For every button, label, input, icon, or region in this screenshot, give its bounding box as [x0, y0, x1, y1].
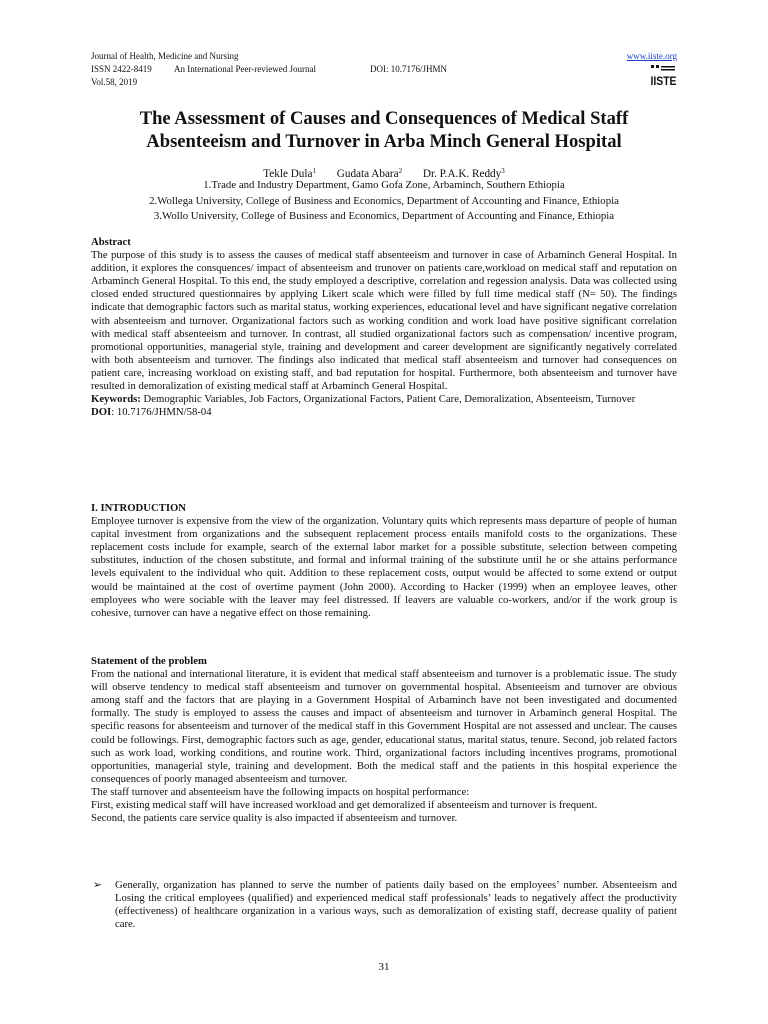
problem-paragraph-3: First, existing medical staff will have increased workload and get demoralized if absenteeism and turnover is frequent. [91, 799, 598, 812]
affiliation-2: 2.Wollega University, College of Business and Economics, Department of Accounting and Finance, Ethiopia [149, 194, 619, 207]
journal-doi: DOI: 10.7176/JHMN [370, 64, 448, 74]
bullet-list [91, 879, 677, 931]
problem-paragraph-2: The staff turnover and absenteeism have the following impacts on hospital performance: [91, 785, 470, 798]
doi-label: DOI [91, 406, 112, 419]
doi-value: : 10.7176/JHMN/58-04 [111, 406, 212, 419]
running-header [91, 50, 677, 89]
problem-heading: Statement of the problem [91, 655, 207, 667]
issn: ISSN 2422-8419 [91, 64, 152, 74]
logo-text: IISTE [650, 74, 677, 88]
keywords-label: Keywords: [91, 393, 141, 406]
iiste-logo [650, 65, 677, 87]
affiliations [80, 178, 688, 225]
affiliation-3: 3.Wollo University, College of Business and Economics, Department of Accounting and Finance, Ethiopia [153, 210, 615, 222]
introduction-heading: I. INTRODUCTION [91, 502, 187, 514]
keywords [91, 393, 677, 406]
peer-review-note: An International Peer-reviewed Journal [174, 64, 317, 74]
problem-paragraph-1: From the national and international literature, it is evident that medical staff absenteeism and turnover is a problematic issue. The study will observe tendency to medical staff absenteeism and turnover on governmental hospital. Absenteeism and turnover are obvious among staff and the factors that are playing in a Government Hospital of Arbaminch have not been investigated and documented formally. The study is employed to assess the causes and impact of absenteeism and turnover in Arbaminch general Hospital. The specific reasons for absenteeism and turnover of the medical staff in this Government Hospital are not assessed and unclear. The causes could be followings. First, demographic factors such as age, gender, educational status, marital status, tenure. Second, job related factors such as work load, working conditions, and routine work. Third, organizational factors including incentives programs, promotional opportunities, managerial style, training and development. Both the medical staff and the patients in this hospital experience the consequences of poorly managed absenteeism and turnover. [91, 668, 677, 785]
issn-line [91, 63, 677, 76]
abstract-heading: Abstract [91, 236, 131, 248]
problem-paragraph-4: Second, the patients care service quality is also impacted if absenteeism and turnover. [91, 812, 458, 825]
page-number: 31 [378, 961, 390, 973]
keywords-list: Demographic Variables, Job Factors, Organizational Factors, Patient Care, Demoralization, Absenteeism, Turnover [140, 393, 636, 406]
abstract-text: The purpose of this study is to assess the causes of medical staff absenteeism and turnover in case of Arbaminch General Hospital. In addition, it explores the consquences/ impact of absenteeism and trunover on patients care,workload on medical staff and reputation on Arbaminch General Hospital. To this end, the study employed a descriptive, correlation and regession analysis. Data was collected using closed ended structured questionnaires by applying Likert scale which were filled by full time medical staff (N= 50). The findings indicate that demographic factors such as marital status, working experiences, educational level and have significant negative correlation with absenteeism and turnover. Organizational factors such as working condition and work load have positive significant correlation with medical staff absenteeism and turnover. In contrast, all studied organizational factors such as compensation/ incentive program, promotional opportunities, managerial style, training and development and career development are significantly negatively correlated with both absenteeism and turnover. The findings also indicated that medical staff absenteeism and turnover had consequences on patient care, increasing workload on existing staff, and bad reputation for hospital. Furthermore, both absenteeism and turnover have resulted in demoralization of existing medical staff at Arbaminch General Hospital. [91, 249, 677, 393]
paper-title [80, 107, 688, 153]
problem-section [91, 655, 677, 825]
introduction-section [91, 502, 677, 620]
author-3: Dr. P.A.K. Reddy$^3$ [422, 167, 505, 180]
author-2: Gudata Abara$^2$ [336, 167, 403, 180]
title-line-2: Absenteeism and Turnover in Arba Minch General Hospital [146, 131, 622, 152]
abstract-section [91, 236, 677, 419]
article-doi [91, 406, 677, 419]
introduction-text: Employee turnover is expensive from the view of the organization. Voluntary quits which represents mass departure of people of human capital investment from organizations and the subsequent replacement process entails manifold costs to the organizations. These replacement costs include for example, search of the external labor market for a possible substitute, selection between competing substitutes, induction of the chosen substitute, and formal and informal training of the substitute until he or she attains performance levels equivalent to the individual who quit. Addition to these replacement costs, output would be affected to some extend or output would be maintained at the cost of overtime payment (John 2000). According to Hacker (1999) when an employee leaves, other employees who were sociable with the leaver may feel distressed. If leavers are valuable co-workers, and/or if the work group is cohesive, turnover can have a negative effect on those remaining. [91, 515, 677, 619]
journal-name: Journal of Health, Medicine and Nursing [91, 51, 239, 61]
journal-url-link[interactable]: www.iiste.org [626, 51, 677, 61]
list-item [91, 879, 677, 931]
volume-line [91, 76, 677, 89]
affiliation-1: 1.Trade and Industry Department, Gamo Gofa Zone, Arbaminch, Southern Ethiopia [203, 179, 565, 191]
title-line-1: The Assessment of Causes and Consequences of Medical Staff [139, 108, 629, 129]
journal-line [91, 50, 677, 63]
volume: Vol.58, 2019 [91, 77, 138, 87]
bullet-text: Generally, organization has planned to serve the number of patients daily based on the employees’ number. Absenteeism and Losing the critical employees (qualified) and experienced medical staff professionals’ leads to negatively affect the productivity (effectiveness) of healthcare organization in a various ways, such as demoralization of existing staff, decrease quality of patient care. [115, 879, 677, 931]
arrow-bullet-icon: ➢ [93, 879, 102, 891]
author-1: Tekle Dula$^1$ [263, 167, 316, 180]
